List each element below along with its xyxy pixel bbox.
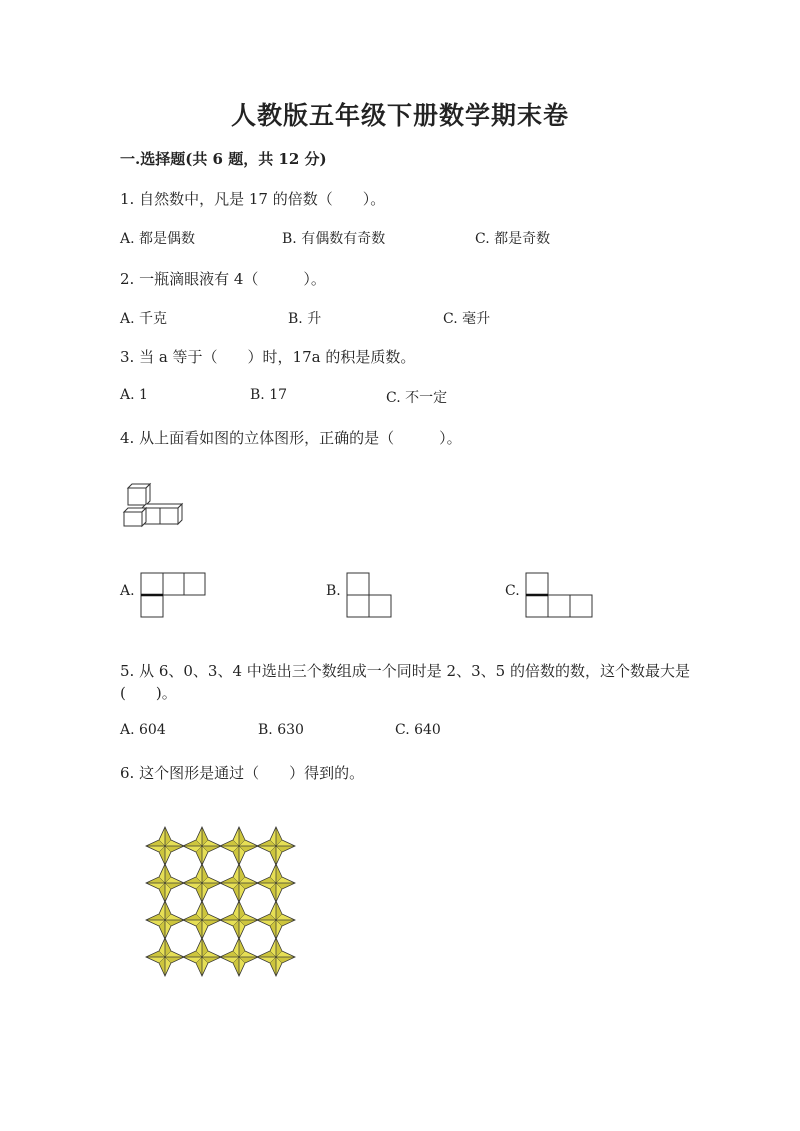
question-6: 6. 这个图形是通过（ ）得到的。: [120, 764, 365, 782]
star-tile: [183, 901, 221, 939]
q4-option-b[interactable]: B.: [326, 583, 341, 599]
question-2: 2. 一瓶滴眼液有 4（ ）。: [120, 270, 326, 288]
star-pattern-figure: [143, 824, 299, 980]
q2-option-a[interactable]: A. 千克: [120, 311, 168, 327]
section-heading: 一.选择题(共 6 题，共 12 分): [120, 150, 327, 168]
q3-option-b[interactable]: B. 17: [250, 387, 288, 403]
q3-option-a[interactable]: A. 1: [120, 387, 148, 403]
question-4: 4. 从上面看如图的立体图形，正确的是（ ）。: [120, 429, 462, 447]
q5-option-a[interactable]: A. 604: [120, 722, 166, 738]
question-5: 5. 从 6、0、3、4 中选出三个数组成一个同时是 2、3、5 的倍数的数，这个数最大是( )。: [120, 662, 690, 702]
cube-stack-figure: [122, 482, 192, 528]
page-title: 人教版五年级下册数学期末卷: [230, 101, 569, 130]
q3-option-c[interactable]: C. 不一定: [386, 390, 448, 406]
q2-option-b[interactable]: B. 升: [288, 311, 322, 327]
star-tile: [146, 901, 184, 939]
question-1: 1. 自然数中，凡是 17 的倍数（ ）。: [120, 190, 386, 208]
q1-option-a[interactable]: A. 都是偶数: [120, 231, 196, 247]
star-tile: [220, 938, 258, 976]
q2-option-c[interactable]: C. 毫升: [443, 311, 491, 327]
question-3: 3. 当 a 等于（ ）时，17a 的积是质数。: [120, 348, 416, 366]
star-tile: [220, 827, 258, 865]
q4-option-b-figure: [346, 572, 394, 620]
q1-option-c[interactable]: C. 都是奇数: [475, 231, 551, 247]
star-tile: [146, 938, 184, 976]
q1-option-b[interactable]: B. 有偶数有奇数: [282, 231, 386, 247]
star-tile: [146, 864, 184, 902]
star-tile: [220, 901, 258, 939]
star-tile: [183, 864, 221, 902]
q4-option-c[interactable]: C.: [505, 583, 520, 599]
star-tile: [146, 827, 184, 865]
star-tile: [257, 864, 295, 902]
q5-option-c[interactable]: C. 640: [395, 722, 441, 738]
q4-option-a-figure: [140, 572, 208, 620]
star-tile: [257, 827, 295, 865]
q5-option-b[interactable]: B. 630: [258, 722, 304, 738]
star-tile: [220, 864, 258, 902]
star-tile: [257, 901, 295, 939]
q4-option-c-figure: [525, 572, 595, 620]
star-tile: [183, 938, 221, 976]
q4-option-a[interactable]: A.: [120, 583, 135, 599]
star-tile: [183, 827, 221, 865]
star-tile: [257, 938, 295, 976]
